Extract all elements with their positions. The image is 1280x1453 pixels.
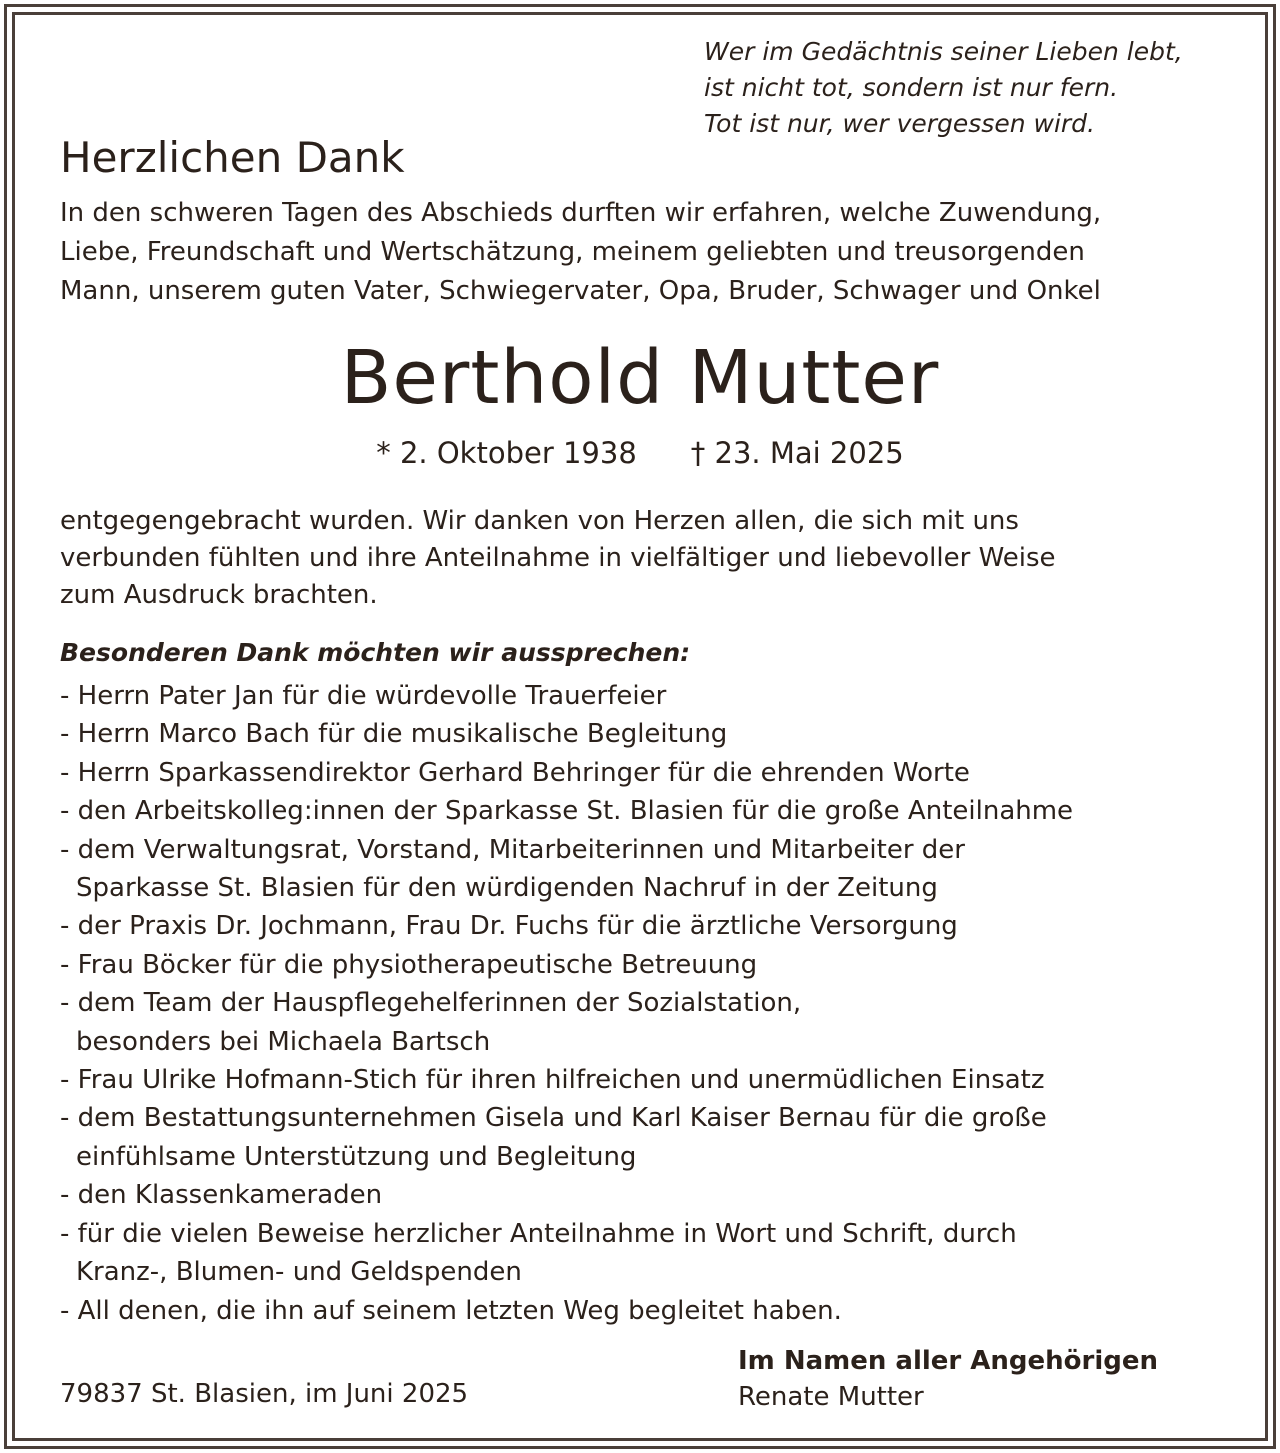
- list-item-continuation: Sparkasse St. Blasien für den würdigenden Nachruf in der Zeitung: [76, 873, 938, 904]
- list-item: [60, 1176, 1073, 1214]
- death-date: † 23. Mai 2025: [690, 436, 904, 470]
- after-line: entgegengebracht wurden. Wir danken von Herzen allen, die sich mit uns: [60, 506, 1019, 536]
- special-thanks-list: [60, 677, 1073, 1330]
- special-thanks-heading: Besonderen Dank möchten wir aussprechen:: [60, 638, 691, 667]
- page-title: Herzlichen Dank: [60, 133, 405, 182]
- after-line: verbunden fühlten und ihre Anteilnahme in vielfältiger und liebevoller Weise: [60, 543, 1056, 573]
- intro-line: Mann, unserem guten Vater, Schwiegervater, Opa, Bruder, Schwager und Onkel: [60, 276, 1101, 306]
- quote-line: Wer im Gedächtnis seiner Lieben lebt,: [704, 37, 1183, 66]
- list-item: [60, 946, 1073, 984]
- list-item: [60, 754, 1073, 792]
- list-item: [60, 715, 1073, 753]
- signature-title: Im Namen aller Angehörigen: [738, 1346, 1159, 1376]
- deceased-name: Berthold Mutter: [340, 335, 940, 421]
- list-item-line: - Frau Ulrike Hofmann-Stich für ihren hilfreichen und unermüdlichen Einsatz: [60, 1065, 1045, 1096]
- list-item-line: - Frau Böcker für die physiotherapeutische Betreuung: [60, 949, 758, 980]
- list-item: [60, 1292, 1073, 1330]
- list-item-continuation: Kranz-, Blumen- und Geldspenden: [76, 1257, 522, 1288]
- list-item-line: - dem Team der Hauspflegehelferinnen der Sozialstation,: [60, 988, 802, 1019]
- list-item-continuation: besonders bei Michaela Bartsch: [76, 1026, 491, 1057]
- life-dates: [0, 433, 1280, 473]
- list-item-line: - dem Bestattungsunternehmen Gisela und Karl Kaiser Bernau für die große: [60, 1103, 1047, 1134]
- intro-line: In den schweren Tagen des Abschieds durften wir erfahren, welche Zuwendung,: [60, 198, 1102, 228]
- signature-name: Renate Mutter: [738, 1382, 924, 1412]
- list-item-line: - den Arbeitskolleg:innen der Sparkasse St. Blasien für die große Anteilnahme: [60, 796, 1074, 827]
- list-item: [60, 1215, 1073, 1292]
- intro-paragraph: [60, 194, 1101, 311]
- birth-date: * 2. Oktober 1938: [376, 436, 637, 470]
- list-item-line: - dem Verwaltungsrat, Vorstand, Mitarbeiterinnen und Mitarbeiter der: [60, 834, 965, 865]
- list-item-line: - Herrn Sparkassendirektor Gerhard Behringer für die ehrenden Worte: [60, 757, 970, 788]
- list-item: [60, 1061, 1073, 1099]
- after-line: zum Ausdruck brachten.: [60, 580, 378, 610]
- list-item-line: - All denen, die ihn auf seinem letzten Weg begleitet haben.: [60, 1295, 842, 1326]
- list-item: [60, 677, 1073, 715]
- list-item: [60, 831, 1073, 908]
- list-item: [60, 792, 1073, 830]
- list-item-line: - für die vielen Beweise herzlicher Anteilnahme in Wort und Schrift, durch: [60, 1218, 1017, 1249]
- list-item-line: - Herrn Pater Jan für die würdevolle Trauerfeier: [60, 681, 667, 711]
- memorial-quote: [704, 34, 1183, 142]
- list-item: [60, 984, 1073, 1061]
- after-paragraph: [60, 503, 1056, 614]
- list-item-line: - Herrn Marco Bach für die musikalische Begleitung: [60, 719, 728, 750]
- list-item-continuation: einfühlsame Unterstützung und Begleitung: [76, 1141, 637, 1172]
- intro-line: Liebe, Freundschaft und Wertschätzung, meinem geliebten und treusorgenden: [60, 237, 1085, 267]
- quote-line: ist nicht tot, sondern ist nur fern.: [704, 73, 1119, 102]
- list-item-line: - der Praxis Dr. Jochmann, Frau Dr. Fuchs für die ärztliche Versorgung: [60, 911, 958, 942]
- list-item: [60, 907, 1073, 945]
- quote-line: Tot ist nur, wer vergessen wird.: [704, 109, 1095, 138]
- list-item-line: - den Klassenkameraden: [60, 1180, 383, 1211]
- list-item: [60, 1099, 1073, 1176]
- place-date: 79837 St. Blasien, im Juni 2025: [60, 1379, 469, 1409]
